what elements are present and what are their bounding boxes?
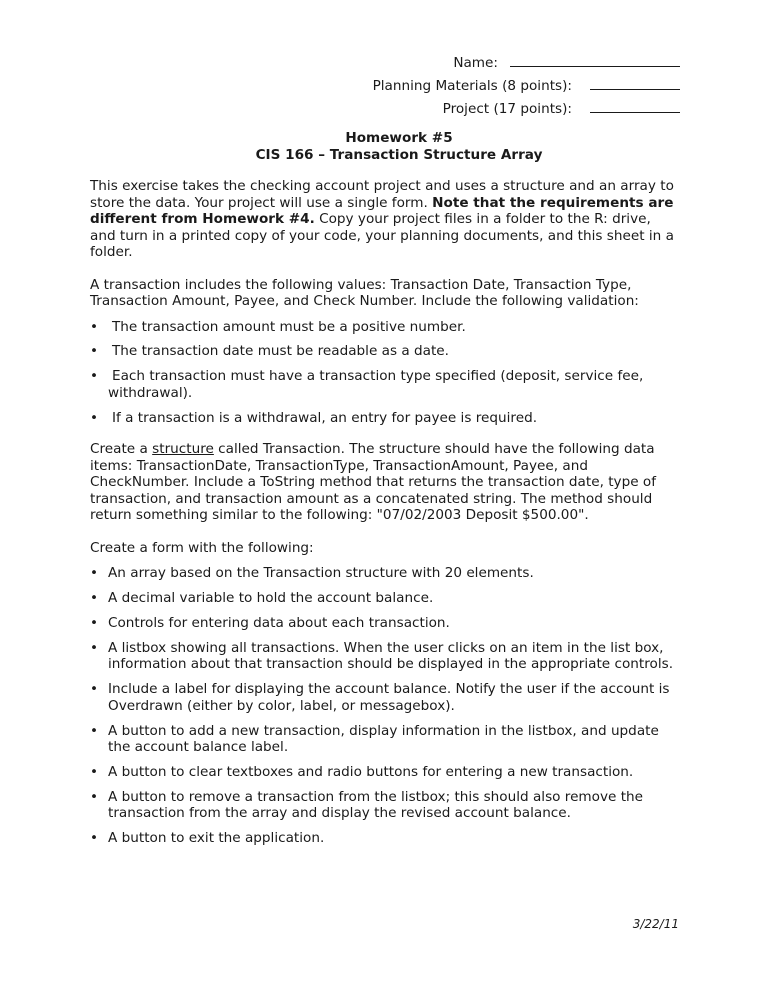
footer-date: 3/22/11 bbox=[632, 917, 679, 931]
intro-paragraph bbox=[90, 178, 680, 261]
document-body bbox=[90, 178, 680, 862]
list-item bbox=[90, 410, 680, 427]
validation-item-3: Each transaction must have a transaction type specified (deposit, service fee, withdrawal). bbox=[108, 368, 644, 401]
intro-bold-note: Note that the requirements are different from Homework #4. bbox=[90, 194, 674, 227]
list-item bbox=[90, 319, 680, 336]
list-item bbox=[90, 681, 680, 714]
list-item bbox=[90, 615, 680, 632]
form-item-9: A button to exit the application. bbox=[108, 830, 325, 847]
validation-item-4: If a transaction is a withdrawal, an entry for payee is required. bbox=[112, 409, 538, 426]
validation-list bbox=[90, 319, 680, 427]
document-page bbox=[90, 0, 680, 994]
form-item-8: A button to remove a transaction from the listbox; this should also remove the transaction from the array and display the revised account balance. bbox=[108, 788, 644, 822]
structure-text-before: Create a bbox=[90, 441, 153, 458]
document-title bbox=[90, 130, 708, 164]
list-item bbox=[90, 764, 680, 781]
validation-item-2: The transaction date must be readable as a date. bbox=[112, 343, 449, 360]
planning-row bbox=[280, 76, 680, 99]
form-item-5: Include a label for displaying the account balance. Notify the user if the account is Overdrawn (either by color, label, or messagebox). bbox=[108, 681, 670, 714]
structure-text-after: called Transaction. The structure should have the following data items: TransactionDate, TransactionType, TransactionAmount, Payee, and CheckNumber. Include a ToString method that returns the transaction date, type of transaction, and transaction amount as a concatenated string. The method should return something similar to the following: "07/02/2003 Deposit $500.00". bbox=[90, 441, 657, 524]
project-blank-line bbox=[590, 99, 680, 113]
list-item bbox=[90, 565, 680, 582]
list-item bbox=[90, 723, 680, 756]
form-item-7: A button to clear textboxes and radio buttons for entering a new transaction. bbox=[108, 764, 634, 781]
form-item-1: An array based on the Transaction structure with 20 elements. bbox=[108, 565, 534, 582]
form-intro-paragraph: Create a form with the following: bbox=[90, 539, 314, 556]
list-item bbox=[90, 590, 680, 607]
list-item bbox=[90, 830, 680, 847]
list-item bbox=[90, 640, 680, 673]
validation-item-1: The transaction amount must be a positive number. bbox=[112, 318, 466, 335]
intro-text-2: Copy your project files in a folder to the R: drive, and turn in a printed copy of your code, your planning documents, and this sheet in a folder. bbox=[90, 211, 674, 260]
title-line-2: CIS 166 – Transaction Structure Array bbox=[255, 147, 543, 163]
structure-underlined: structure bbox=[152, 441, 214, 458]
name-blank-line bbox=[510, 53, 680, 67]
form-requirements-list bbox=[90, 565, 680, 847]
form-item-3: Controls for entering data about each transaction. bbox=[108, 614, 450, 631]
intro-text-1: This exercise takes the checking account project and uses a structure and an array to store the data. Your project will use a single form. bbox=[90, 178, 674, 211]
form-item-4: A listbox showing all transactions. When the user clicks on an item in the list box, information about that transaction should be displayed in the appropriate controls. bbox=[108, 639, 674, 673]
project-row bbox=[280, 99, 680, 122]
planning-label: Planning Materials (8 points): bbox=[372, 78, 572, 94]
title-line-1: Homework #5 bbox=[345, 130, 453, 146]
form-item-2: A decimal variable to hold the account balance. bbox=[108, 590, 434, 607]
planning-blank-line bbox=[590, 76, 680, 90]
name-label: Name: bbox=[453, 55, 498, 71]
list-item bbox=[90, 343, 680, 360]
transaction-intro-paragraph: A transaction includes the following values: Transaction Date, Transaction Type, Transaction Amount, Payee, and Check Number. Include the following validation: bbox=[90, 276, 639, 309]
grading-header bbox=[280, 53, 680, 122]
project-label: Project (17 points): bbox=[442, 101, 572, 117]
name-row bbox=[280, 53, 680, 76]
list-item bbox=[90, 368, 680, 401]
list-item bbox=[90, 789, 680, 822]
structure-paragraph bbox=[90, 441, 680, 524]
form-item-6: A button to add a new transaction, display information in the listbox, and update the account balance label. bbox=[108, 722, 659, 756]
